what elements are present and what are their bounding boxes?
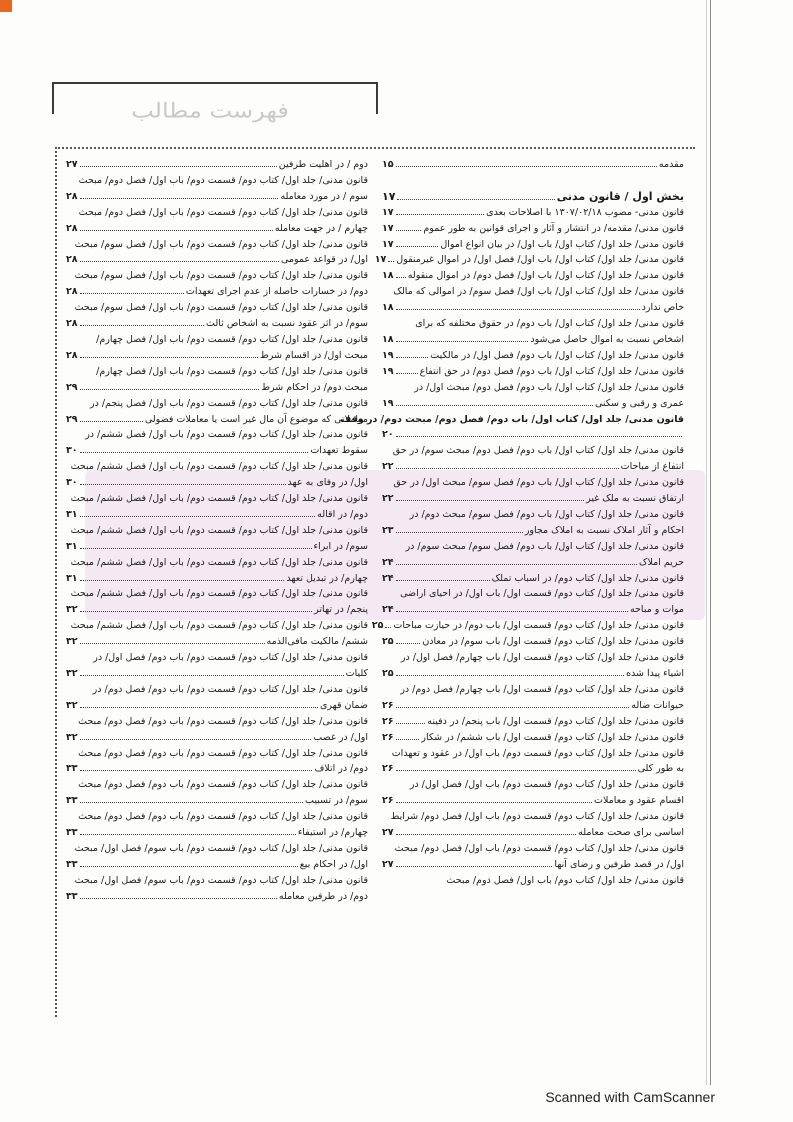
toc-entry	[66, 157, 368, 173]
toc-entry	[66, 316, 368, 332]
toc-entry	[66, 841, 368, 857]
toc-leader-dots	[80, 643, 265, 644]
toc-page-number: ۲۸	[66, 254, 78, 266]
toc-entry-text: قانون مدنی/ جلد اول/ کتاب دوم/ قسمت دوم/ باب دوم/ فصل دوم/ مبحث	[78, 747, 368, 759]
toc-leader-dots	[396, 357, 429, 358]
toc-leader-dots	[396, 611, 628, 612]
toc-leader-dots	[397, 199, 554, 200]
toc-entry-text: دوم/ در اتلاف	[314, 763, 368, 775]
toc-page-number: ۲۲	[382, 493, 394, 505]
toc-entry	[382, 857, 684, 873]
toc-page-number: ۳۰	[66, 477, 78, 489]
toc-entry	[382, 173, 684, 189]
toc-page-number: ۲۹	[66, 381, 78, 393]
toc-entry-text: چهارم/ در استیفاء	[297, 827, 368, 839]
toc-leader-dots	[396, 436, 682, 437]
toc-entry	[66, 332, 368, 348]
toc-entry	[66, 300, 368, 316]
toc-leader-dots	[80, 261, 279, 262]
toc-page-number: ۱۵	[382, 159, 394, 170]
toc-leader-dots	[80, 770, 313, 771]
toc-page-number: ۳۲	[66, 668, 78, 679]
toc-entry-text: اول/ در احکام بیع	[299, 858, 368, 870]
toc-leader-dots	[396, 643, 421, 644]
toc-entry-text: قانون مدنی/ جلد اول/ کتاب اول/ باب اول/ فصل سوم/ در اموالی که مالک	[393, 286, 684, 298]
toc-entry-text: پنجم/ در تهاتر	[314, 604, 368, 616]
toc-entry	[66, 730, 368, 746]
toc-entry-text: ارتفاق نسبت به ملک غیر	[586, 493, 684, 505]
toc-entry-text: مبحث دوم/ در احکام شرط	[261, 381, 368, 393]
toc-page-number: ۳۱	[66, 508, 78, 520]
toc-entry	[66, 698, 368, 714]
toc-page-number: ۱۹	[382, 349, 394, 361]
toc-entry-text: قانون مدنی/ جلد اول/ کتاب دوم/ قسمت دوم/ باب اول/ فصل دوم/ مبحث	[394, 842, 684, 854]
toc-entry	[382, 300, 684, 316]
toc-entry-text: سوم / در مورد معامله	[280, 190, 368, 202]
toc-entry-text: چهارم/ در تبدیل تعهد	[286, 572, 368, 584]
toc-entry	[66, 825, 368, 841]
toc-page-number: ۳۲	[66, 699, 78, 711]
toc-page-number: ۲۳	[382, 524, 394, 536]
toc-page-number: ۲۸	[66, 286, 78, 298]
toc-entry-text: قانون مدنی/ جلد اول/ کتاب اول/ باب دوم/ فصل دوم/ مبحث اول/ در	[414, 381, 684, 393]
toc-entry	[382, 221, 684, 237]
toc-entry-text: به طور کلی	[637, 763, 684, 775]
toc-entry-text: قانون مدنی/ جلد اول/ کتاب دوم/ قسمت دوم/ باب اول/ فصل ششم/ مبحث	[70, 556, 368, 568]
toc-entry-text: قانون مدنی/ جلد اول/ کتاب اول/ باب دوم/ فصل دوم/ مبحث دوم/ در وقف	[340, 413, 684, 425]
toc-leader-dots	[80, 230, 273, 231]
toc-entry-text: قانون مدنی/ جلد اول/ کتاب اول/ باب دوم/ فصل دوم/ مبحث سوم/ در حق	[392, 445, 684, 457]
toc-entry	[66, 761, 368, 777]
toc-entry-text: انتفاع از مباحات	[620, 461, 684, 473]
toc-leader-dots	[396, 341, 529, 342]
toc-entry	[382, 825, 684, 841]
toc-entry-text: قانون مدنی- مصوب ۱۳۰۷/۰۲/۱۸ با اصلاحات بعدی	[486, 206, 684, 218]
toc-entry-text: قانون مدنی/ جلد اول/ کتاب دوم/ قسمت دوم/ باب اول/ در عقود و تعهدات	[391, 747, 684, 759]
toc-entry-text: قانون مدنی/ جلد اول/ کتاب اول/ باب دوم/ فصل سوم/ مبحث سوم/ در	[405, 540, 684, 552]
toc-entry-text: دوم/ در طرفین معامله	[278, 890, 368, 902]
toc-entry-text: قانون مدنی/ جلد اول/ کتاب دوم/ قسمت دوم/ باب اول/ فصل دوم/ مبحث	[78, 206, 368, 218]
toc-page-number: ۳۱	[66, 540, 78, 552]
toc-entry-text: قانون مدنی/ جلد اول/ کتاب دوم/ قسمت اول/ باب اول/ در احیای اراضی	[400, 588, 684, 600]
toc-entry-text: قانون مدنی/ جلد اول/ کتاب دوم/ قسمت دوم/ باب اول/ فصل ششم/ در	[85, 429, 368, 441]
toc-entry	[66, 539, 368, 555]
toc-entry-text: سقوط تعهدات	[310, 445, 368, 457]
toc-page-number: ۲۸	[66, 222, 78, 234]
toc-leader-dots	[396, 675, 624, 676]
toc-entry-text: قانون مدنی/ جلد اول/ کتاب دوم/ باب اول/ فصل دوم/ مبحث	[446, 874, 684, 886]
toc-entry	[382, 571, 684, 587]
toc-leader-dots	[396, 166, 657, 167]
toc-leader-dots	[80, 421, 143, 422]
toc-entry-text: قانون مدنی/ جلد اول/ کتاب اول/ باب دوم/ فصل اول/ در مالکیت	[430, 349, 684, 361]
toc-leader-dots	[388, 261, 394, 262]
toc-entry	[382, 539, 684, 555]
toc-entry	[382, 793, 684, 809]
toc-entry-text: ضمان قهری	[319, 699, 368, 711]
toc-entry-text: قانون مدنی/ جلد اول/ کتاب اول/ باب دوم/ فصل دوم/ در حق انتفاع	[419, 365, 684, 377]
toc-entry-text: قانون مدنی/ جلد اول/ کتاب دوم/ قسمت دوم/ باب اول/ فصل اول/ در	[409, 779, 684, 791]
toc-entry-text: قانون مدنی/ جلد اول/ کتاب اول/ باب اول/ در بیان انواع اموال	[440, 238, 684, 250]
toc-page-number: ۲۸	[66, 318, 78, 330]
toc-page-number: ۳۳	[66, 858, 78, 870]
toc-entry-text: قانون مدنی/ جلد اول/ کتاب اول/ باب دوم/ در حقوق مختلفه که برای	[415, 318, 684, 330]
toc-page-number: ۳۳	[66, 795, 78, 807]
page-fold-shadow	[706, 0, 707, 1085]
toc-entry	[66, 396, 368, 412]
scanner-footer: Scanned with CamScanner	[545, 1089, 715, 1105]
toc-leader-dots	[80, 325, 204, 326]
toc-entry	[66, 443, 368, 459]
toc-page-number: ۱۷	[382, 222, 394, 234]
toc-entry	[66, 459, 368, 475]
toc-entry-text: چهارم / در جهت معامله	[274, 222, 368, 234]
toc-leader-dots	[80, 198, 279, 199]
toc-page-number: ۱۹	[382, 365, 394, 377]
toc-leader-dots	[396, 373, 418, 374]
toc-leader-dots	[396, 230, 422, 231]
page-fold-line	[710, 0, 711, 1085]
toc-entry	[382, 634, 684, 650]
toc-page-number: ۱۸	[382, 302, 394, 314]
toc-entry-text: دوم/ در اقاله	[317, 508, 368, 520]
toc-entry	[66, 284, 368, 300]
toc-entry-text: قانون مدنی/ جلد اول/ کتاب دوم/ قسمت دوم/ باب سوم/ فصل اول/ مبحث	[74, 874, 368, 886]
toc-entry-text: قانون مدنی/ جلد اول/ کتاب دوم/ قسمت دوم/ باب دوم/ فصل دوم/ مبحث	[78, 779, 368, 791]
toc-page-number: ۲۴	[382, 572, 394, 584]
toc-page-number: ۲۵	[382, 636, 394, 648]
toc-entry	[66, 523, 368, 539]
toc-entry-text: قانون مدنی/ جلد اول/ کتاب اول/ باب اول/ فصل اول/ در اموال غیرمنقول	[396, 254, 684, 266]
toc-entry	[382, 650, 684, 666]
toc-entry	[382, 205, 684, 221]
toc-entry	[374, 252, 684, 268]
toc-entry	[382, 682, 684, 698]
toc-entry	[382, 157, 684, 173]
toc-entry-text: دوم / در اهلیت طرفین	[278, 159, 368, 170]
toc-leader-dots	[396, 770, 636, 771]
toc-entry	[382, 475, 684, 491]
toc-page-number: ۲۶	[382, 731, 394, 743]
toc-entry	[382, 586, 684, 602]
toc-leader-dots	[396, 707, 630, 708]
toc-entry	[66, 650, 368, 666]
toc-leader-dots	[80, 548, 312, 549]
toc-leader-dots	[396, 468, 619, 469]
toc-page-number: ۲۷	[66, 159, 78, 170]
toc-entry	[66, 889, 368, 905]
toc-entry-text: قانون مدنی/ جلد اول/ کتاب دوم/ قسمت دوم/ باب اول/ فصل ششم/ مبحث	[70, 524, 368, 536]
toc-leader-dots	[80, 675, 344, 676]
toc-entry	[66, 412, 368, 428]
toc-leader-dots	[80, 802, 303, 803]
toc-entry-text: اساسی برای صحت معامله	[578, 827, 684, 839]
toc-page-number: ۲۶	[382, 795, 394, 807]
toc-entry-text: قانون مدنی/ جلد اول/ کتاب اول/ باب اول/ فصل دوم/ در اموال منقوله	[407, 270, 684, 282]
toc-entry-text: قانون مدنی/ جلد اول/ کتاب دوم/ قسمت اول/ باب سوم/ در معادن	[422, 636, 684, 648]
toc-entry-text: کلیات	[345, 668, 368, 679]
toc-entry-text: اول/ در غصب	[313, 731, 368, 743]
toc-entry-text: قانون مدنی/ جلد اول/ کتاب دوم/ قسمت دوم/ باب دوم/ فصل دوم/ در	[92, 683, 368, 695]
toc-entry	[382, 364, 684, 380]
toc-leader-dots	[396, 866, 553, 867]
toc-leader-dots	[80, 611, 313, 612]
toc-entry-text: احکام و آثار املاک نسبت به املاک مجاور	[524, 524, 684, 536]
toc-entry-text: خاص ندارد	[641, 302, 684, 314]
toc-entry	[66, 746, 368, 762]
toc-entry-text: اول/ در قصد طرفین و رضای آنها	[554, 858, 684, 870]
toc-entry	[66, 205, 368, 221]
toc-page-number: ۳۳	[66, 763, 78, 775]
toc-page-number: ۲۶	[382, 763, 394, 775]
toc-entry	[382, 507, 684, 523]
toc-entry	[382, 714, 684, 730]
toc-leader-dots	[396, 723, 426, 724]
toc-entry	[382, 555, 684, 571]
toc-page-number: ۲۸	[66, 349, 78, 361]
toc-page-number: ۲۷	[382, 858, 394, 870]
toc-leader-dots	[80, 452, 309, 453]
toc-page-number: ۳۳	[66, 827, 78, 839]
toc-entry	[382, 316, 684, 332]
toc-entry	[382, 809, 684, 825]
toc-page-number: ۱۹	[382, 397, 394, 409]
toc-entry-text: ششم/ مالکیت مافی‌الذمه	[266, 636, 368, 648]
toc-entry	[66, 857, 368, 873]
toc-leader-dots	[396, 309, 640, 310]
toc-leader-dots	[396, 739, 420, 740]
toc-entry	[66, 364, 368, 380]
toc-entry	[66, 809, 368, 825]
toc-entry-text: قانون مدنی/ جلد اول/ کتاب دوم/ قسمت دوم/ باب اول/ فصل سوم/ مبحث	[74, 302, 368, 314]
toc-entry-text: قانون مدنی/ جلد اول/ کتاب دوم/ قسمت اول/ باب چهارم/ فصل دوم/ در	[400, 683, 684, 695]
toc-page-number: ۲۹	[66, 413, 78, 425]
toc-leader-dots	[80, 357, 258, 358]
dotted-top-border	[55, 147, 695, 149]
toc-entry-text: اشخاص نسبت به اموال حاصل می‌شود	[530, 333, 684, 345]
toc-leader-dots	[80, 834, 296, 835]
toc-entry	[382, 284, 684, 300]
toc-entry	[66, 618, 368, 634]
toc-entry	[66, 666, 368, 682]
toc-entry-text: قانون مدنی/ جلد اول/ کتاب دوم/ قسمت دوم/ باب سوم/ فصل اول/ مبحث	[74, 842, 368, 854]
toc-entry-text: اول/ در وفای به عهد	[287, 477, 368, 489]
toc-page-number: ۱۷	[382, 189, 396, 203]
toc-entry-text: قانون مدنی/ جلد اول/ کتاب دوم/ قسمت دوم/ باب اول/ فصل دوم/ شرایط	[390, 811, 684, 823]
toc-entry	[66, 221, 368, 237]
toc-leader-dots	[80, 898, 277, 899]
toc-entry-text: قانون مدنی/ جلد اول/ کتاب دوم/ قسمت دوم/ باب دوم/ فصل دوم/ مبحث	[78, 811, 368, 823]
toc-entry	[382, 730, 684, 746]
toc-entry-text: قانون مدنی/ جلد اول/ کتاب دوم/ قسمت دوم/ باب دوم/ فصل دوم/ مبحث	[78, 715, 368, 727]
toc-entry	[66, 682, 368, 698]
toc-entry	[66, 555, 368, 571]
toc-entry	[340, 412, 684, 428]
toc-leader-dots	[396, 532, 523, 533]
toc-leader-dots	[396, 580, 490, 581]
toc-entry	[382, 348, 684, 364]
toc-leader-dots	[80, 389, 260, 390]
toc-entry	[382, 396, 684, 412]
toc-entry	[382, 189, 684, 205]
toc-leader-dots	[80, 707, 318, 708]
toc-entry-text: قانون مدنی/ جلد اول/ کتاب دوم/ قسمت دوم/ باب اول/ فصل دوم/ مبحث	[78, 174, 368, 186]
toc-entry	[382, 427, 684, 443]
toc-page-number: ۱۸	[382, 270, 394, 282]
toc-entry-text: قانون مدنی/ جلد اول/ کتاب دوم/ قسمت دوم/ باب دوم/ فصل اول/ در	[93, 652, 368, 664]
toc-entry	[382, 491, 684, 507]
toc-entry	[382, 746, 684, 762]
toc-page-number: ۱۷	[382, 206, 394, 218]
toc-entry	[66, 777, 368, 793]
toc-page-number: ۲۲	[382, 461, 394, 473]
toc-entry-text: موات و مباحه	[629, 604, 684, 616]
toc-entry	[66, 571, 368, 587]
toc-leader-dots	[80, 739, 312, 740]
toc-page-number: ۳۰	[66, 445, 78, 457]
toc-entry	[66, 348, 368, 364]
toc-entry	[66, 634, 368, 650]
toc-entry	[66, 427, 368, 443]
toc-leader-dots	[80, 166, 277, 167]
toc-entry	[382, 459, 684, 475]
toc-entry	[66, 189, 368, 205]
toc-entry	[382, 761, 684, 777]
toc-leader-dots	[80, 580, 285, 581]
toc-page-number: ۱۷	[374, 254, 387, 266]
toc-entry-text: قانون مدنی/ جلد اول/ کتاب دوم/ قسمت اول/ باب چهارم/ فصل اول/ در	[400, 652, 684, 664]
toc-entry	[66, 252, 368, 268]
toc-entry-text: قانون مدنی/ جلد اول/ کتاب دوم/ قسمت دوم/ باب اول/ فصل سوم/ مبحث	[74, 270, 368, 282]
toc-entry	[382, 237, 684, 253]
toc-entry-text: اقسام عقود و معاملات	[594, 795, 684, 807]
toc-entry-text: عمری و رقبی و سکنی	[595, 397, 684, 409]
toc-entry-text: قانون مدنی/ جلد اول/ کتاب دوم/ قسمت دوم/ باب اول/ فصل چهارم/	[96, 365, 368, 377]
toc-entry	[66, 380, 368, 396]
toc-entry-text: سوم/ در تسبیب	[305, 795, 368, 807]
toc-entry	[382, 873, 684, 889]
toc-page-number: ۲۶	[382, 715, 394, 727]
toc-entry	[382, 777, 684, 793]
toc-entry-text: قانون مدنی/ جلد اول/ کتاب دوم/ قسمت دوم/ باب اول/ فصل چهارم/	[96, 333, 368, 345]
toc-entry-text: اول/ در قواعد عمومی	[280, 254, 368, 266]
toc-entry-text: قانون مدنی/ جلد اول/ کتاب دوم/ قسمت دوم/ باب اول/ فصل ششم/ مبحث	[70, 461, 368, 473]
toc-page-number: ۳۲	[66, 604, 78, 616]
toc-leader-dots	[396, 564, 637, 565]
toc-entry	[66, 586, 368, 602]
toc-page-number: ۲۶	[382, 699, 394, 711]
toc-page-number: ۱۷	[382, 238, 394, 250]
toc-entry-text: دوم/ در خسارات حاصله از عدم اجرای تعهدات	[185, 286, 368, 298]
toc-page-number: ۲۴	[382, 604, 394, 616]
toc-page-number: ۲۷	[382, 827, 394, 839]
toc-entry	[382, 666, 684, 682]
toc-entry	[382, 268, 684, 284]
toc-column-left	[66, 157, 368, 905]
toc-page-number: ۱۸	[382, 333, 394, 345]
toc-page-number: ۳۲	[66, 731, 78, 743]
toc-leader-dots	[396, 246, 439, 247]
toc-page-number: ۲۰	[382, 429, 394, 441]
toc-page-number: ۲۵	[382, 668, 394, 679]
toc-entry	[382, 332, 684, 348]
toc-page-number: ۳۳	[66, 890, 78, 902]
toc-entry-text: قانون مدنی/ جلد اول/ کتاب دوم/ قسمت دوم/ باب اول/ فصل پنجم/ در	[89, 397, 368, 409]
toc-entry	[382, 602, 684, 618]
toc-entry-text: قانون مدنی/ جلد اول/ کتاب دوم/ قسمت دوم/ باب اول/ فصل ششم/ مبحث	[70, 588, 368, 600]
toc-entry	[66, 491, 368, 507]
toc-leader-dots	[385, 627, 391, 628]
toc-leader-dots	[396, 405, 593, 406]
toc-entry-text: سوم/ در ابراء	[313, 540, 368, 552]
toc-entry	[382, 698, 684, 714]
toc-entry-text: قانون مدنی/ جلد اول/ کتاب دوم/ قسمت اول/ باب دوم/ در حیازت مباحات	[393, 620, 684, 632]
toc-entry	[66, 602, 368, 618]
toc-leader-dots	[396, 500, 585, 501]
toc-entry	[66, 237, 368, 253]
toc-entry-text: قانون مدنی/ جلد اول/ کتاب دوم/ قسمت دوم/ باب اول/ فصل ششم/ مبحث	[70, 620, 368, 632]
toc-entry-text: قانون مدنی/ جلد اول/ کتاب دوم/ در اسباب تملک	[491, 572, 684, 584]
toc-leader-dots	[396, 802, 592, 803]
toc-entry-text: اشیاء پیدا شده	[626, 668, 684, 679]
toc-entry	[66, 793, 368, 809]
toc-entry	[66, 173, 368, 189]
toc-page-number: ۲۴	[382, 556, 394, 568]
toc-leader-dots	[396, 834, 577, 835]
toc-entry-text: قانون مدنی/ مقدمه/ در انتشار و آثار و اجرای قوانین به طور عموم	[423, 222, 684, 234]
toc-page-number: ۳۲	[66, 636, 78, 648]
toc-leader-dots	[80, 866, 298, 867]
toc-entry	[382, 443, 684, 459]
dotted-left-border	[55, 147, 57, 1017]
toc-leader-dots	[396, 277, 406, 278]
toc-leader-dots	[80, 293, 184, 294]
toc-entry-text: معاملاتی که موضوع آن مال غیر است یا معاملات فضولی	[144, 413, 368, 425]
toc-entry-text: بخش اول / قانون مدنی	[556, 189, 684, 203]
toc-leader-dots	[80, 484, 286, 485]
toc-entry	[66, 873, 368, 889]
toc-entry	[66, 714, 368, 730]
toc-entry-text: قانون مدنی/ جلد اول/ کتاب دوم/ قسمت دوم/ باب اول/ فصل سوم/ مبحث	[74, 238, 368, 250]
toc-entry	[382, 523, 684, 539]
orange-corner-mark	[0, 0, 12, 12]
toc-entry-text: قانون مدنی/ جلد اول/ کتاب اول/ باب دوم/ فصل سوم/ مبحث دوم/ در	[409, 508, 684, 520]
page-title: فهرست مطالب	[131, 99, 289, 123]
toc-page-number: ۲۵	[371, 620, 384, 632]
toc-leader-dots	[80, 516, 316, 517]
toc-entry-text: قانون مدنی/ جلد اول/ کتاب دوم/ قسمت اول/ باب ششم/ در شکار	[421, 731, 684, 743]
toc-leader-dots	[396, 214, 485, 215]
toc-entry-text: مبحث اول/ در اقسام شرط	[259, 349, 368, 361]
toc-entry-text: مقدمه	[658, 159, 684, 170]
toc-entry	[66, 475, 368, 491]
toc-entry-text: قانون مدنی/ جلد اول/ کتاب اول/ باب دوم/ فصل سوم/ مبحث اول/ در حق	[393, 477, 684, 489]
toc-entry	[66, 507, 368, 523]
toc-entry-text: حریم املاک	[639, 556, 684, 568]
toc-entry	[66, 268, 368, 284]
toc-entry	[382, 841, 684, 857]
toc-entry-text: قانون مدنی/ جلد اول/ کتاب دوم/ قسمت دوم/ باب اول/ فصل ششم/ مبحث	[70, 493, 368, 505]
toc-entry-text: قانون مدنی/ جلد اول/ کتاب دوم/ قسمت اول/ باب پنجم/ در دفینه	[427, 715, 684, 727]
toc-page-number: ۳۱	[66, 572, 78, 584]
toc-entry-text: حیوانات ضاله	[631, 699, 684, 711]
toc-entry	[382, 380, 684, 396]
toc-page-number: ۲۸	[66, 190, 78, 202]
toc-entry	[371, 618, 684, 634]
toc-entry-text: سوم/ در اثر عقود نسبت به اشخاص ثالث	[206, 318, 368, 330]
